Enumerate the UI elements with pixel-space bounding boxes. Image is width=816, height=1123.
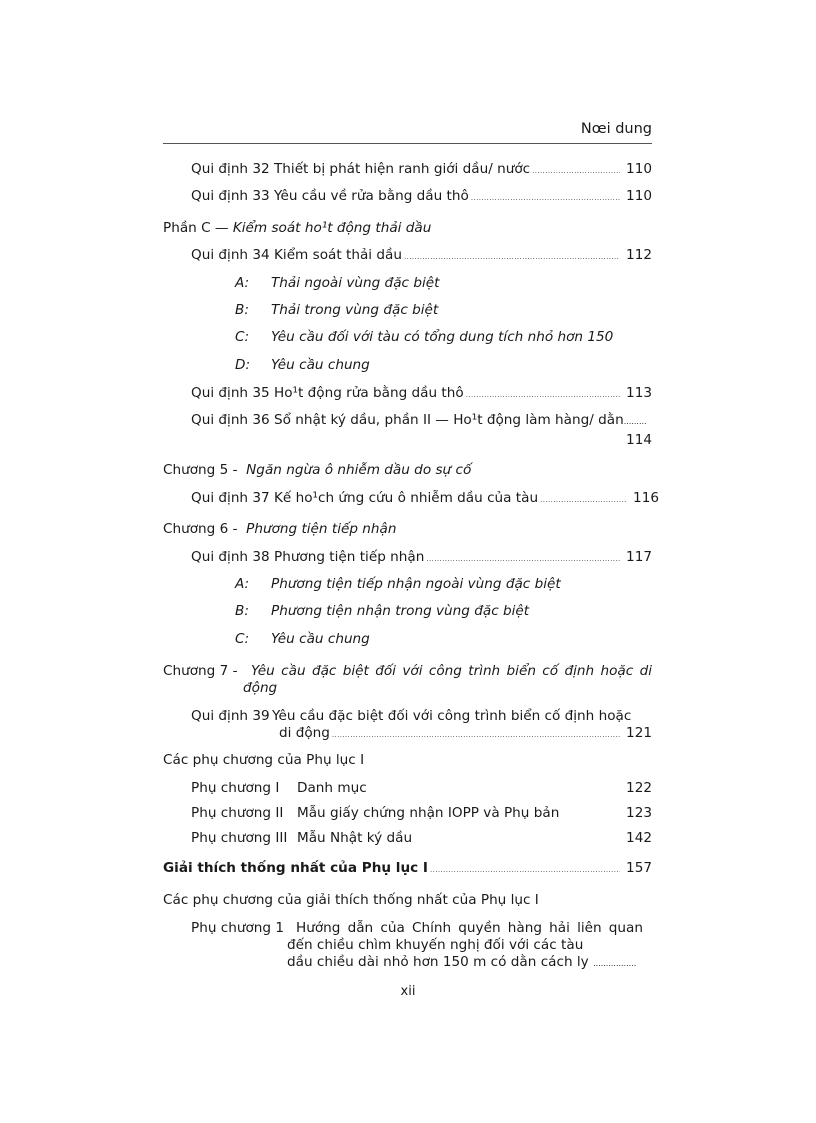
appendix-title: Mẫu Nhật ký dầu [297, 830, 413, 846]
toc-unified-interpretation[interactable] [163, 860, 652, 879]
entry-page: 157 [626, 860, 652, 876]
entry-title: Kế ho¹ch ứng cứu ô nhiễm dầu của tàu [274, 490, 539, 506]
entry-title: Phương tiện tiếp nhận [274, 549, 425, 565]
entry-title: Ho¹t động rửa bằng dầu thô [274, 385, 464, 401]
dot-leader [532, 163, 620, 180]
toc-part-c[interactable] [163, 220, 431, 237]
toc-entry-rule-36[interactable] [191, 412, 647, 430]
toc-chapter-5[interactable] [163, 462, 471, 479]
part-title: Kiểm soát ho¹t động thải dầu [232, 220, 432, 236]
entry-page: 117 [626, 549, 652, 565]
dot-leader [540, 492, 627, 509]
header-rule [163, 143, 652, 144]
sub-item[interactable]: Thải ngoài vùng đặc biệt [271, 275, 440, 291]
entry-title: Kiểm soát thải dầu [274, 247, 402, 263]
entry-title: Yêu cầu về rửa bằng dầu thô [274, 188, 469, 204]
entry-page: 114 [626, 432, 652, 448]
entry-label: Qui định 36 [191, 412, 270, 428]
part-label: Phần C — [163, 220, 229, 236]
sub-letter: A: [235, 275, 250, 291]
toc-entry-rule-38[interactable] [191, 549, 652, 568]
entry-title: Giải thích thống nhất của Phụ lục I [163, 860, 428, 876]
dot-leader [471, 190, 620, 207]
entry-page: 122 [626, 780, 652, 796]
entry-title: Sổ nhật ký dầu, phần II — Ho¹t động làm hàng/ dằn [274, 412, 624, 428]
entry-page: 116 [633, 490, 659, 506]
chapter-label: Chương 7 - [163, 663, 238, 679]
appendix-label: Phụ chương III [191, 830, 288, 846]
appendix-title-line-2: đến chiều chìm khuyến nghị đối với các tàu [287, 937, 584, 953]
dot-leader [466, 387, 620, 404]
entry-page: 142 [626, 830, 652, 846]
entry-label: Qui định 33 [191, 188, 270, 204]
page-number: xii [400, 984, 416, 999]
entry-label: Qui định 32 [191, 161, 270, 177]
sub-item[interactable]: Yêu cầu đối với tàu có tổng dung tích nhỏ hơn 150 [271, 329, 614, 345]
chapter-title: Ngăn ngừa ô nhiễm dầu do sự cố [246, 462, 472, 478]
toc-entry-rule-34[interactable] [191, 247, 652, 266]
sub-letter: B: [235, 302, 249, 318]
entry-title-line-1: Yêu cầu đặc biệt đối với công trình biển cố định hoặc [272, 708, 632, 724]
header-title: Nœi dung [580, 121, 652, 137]
dot-leader: ................. [593, 959, 637, 968]
dot-leader [332, 727, 620, 744]
sub-letter: B: [235, 603, 249, 619]
entry-title-line-2: di động [279, 725, 330, 741]
dot-leader [430, 862, 620, 879]
chapter-label: Chương 6 - [163, 521, 238, 537]
appendix-label: Phụ chương 1 [191, 920, 284, 936]
appendix-title: Danh mục [297, 780, 367, 796]
chapter-label: Chương 5 - [163, 462, 238, 478]
dot-leader [426, 551, 620, 568]
entry-page: 112 [626, 247, 652, 263]
entry-page: 123 [626, 805, 652, 821]
sub-item[interactable]: Phương tiện tiếp nhận ngoài vùng đặc biệt [271, 576, 561, 592]
entry-page: 113 [626, 385, 652, 401]
entry-label: Qui định 38 [191, 549, 270, 565]
entry-label: Qui định 35 [191, 385, 270, 401]
appendix-title-line-1: Hướng dẫn của Chính quyền hàng hải liên quan [296, 920, 643, 936]
toc-chapter-6[interactable] [163, 521, 396, 538]
chapter-title: Phương tiện tiếp nhận [246, 521, 397, 537]
toc-entry-rule-33[interactable] [191, 188, 652, 207]
sub-item[interactable]: Phương tiện nhận trong vùng đặc biệt [271, 603, 530, 619]
toc-appendices-heading[interactable]: Các phụ chương của Phụ lục I [163, 752, 365, 768]
entry-label: Qui định 39 [191, 708, 270, 724]
appendix-label: Phụ chương II [191, 805, 284, 821]
sub-letter: C: [235, 329, 250, 345]
chapter-title-line-2: động [243, 680, 278, 696]
sub-item[interactable]: Thải trong vùng đặc biệt [271, 302, 439, 318]
entry-title: Thiết bị phát hiện ranh giới dầu/ nước [274, 161, 531, 177]
sub-letter: C: [235, 631, 250, 647]
appendix-label: Phụ chương I [191, 780, 280, 796]
toc-entry-rule-35[interactable] [191, 385, 652, 404]
entry-label: Qui định 34 [191, 247, 270, 263]
dot-leader: ......... [623, 417, 647, 426]
sub-item[interactable]: Yêu cầu chung [271, 357, 370, 373]
entry-label: Qui định 37 [191, 490, 270, 506]
running-header [163, 118, 652, 142]
entry-page: 121 [626, 725, 652, 741]
toc-unified-appendices-heading[interactable]: Các phụ chương của giải thích thống nhất của Phụ lục I [163, 892, 539, 908]
entry-page: 110 [626, 188, 652, 204]
appendix-title: Mẫu giấy chứng nhận IOPP và Phụ bản [297, 805, 560, 821]
toc-entry-rule-32[interactable] [191, 161, 652, 180]
toc-entry-rule-37[interactable] [191, 490, 659, 509]
appendix-title-line-3: dầu chiều dài nhỏ hơn 150 m có dằn cách ly [287, 954, 589, 970]
sub-item[interactable]: Yêu cầu chung [271, 631, 370, 647]
entry-page: 110 [626, 161, 652, 177]
sub-letter: A: [235, 576, 250, 592]
dot-leader [404, 249, 620, 266]
chapter-title-line-1: Yêu cầu đặc biệt đối với công trình biển cố định hoặc di [251, 663, 652, 679]
sub-letter: D: [235, 357, 251, 373]
